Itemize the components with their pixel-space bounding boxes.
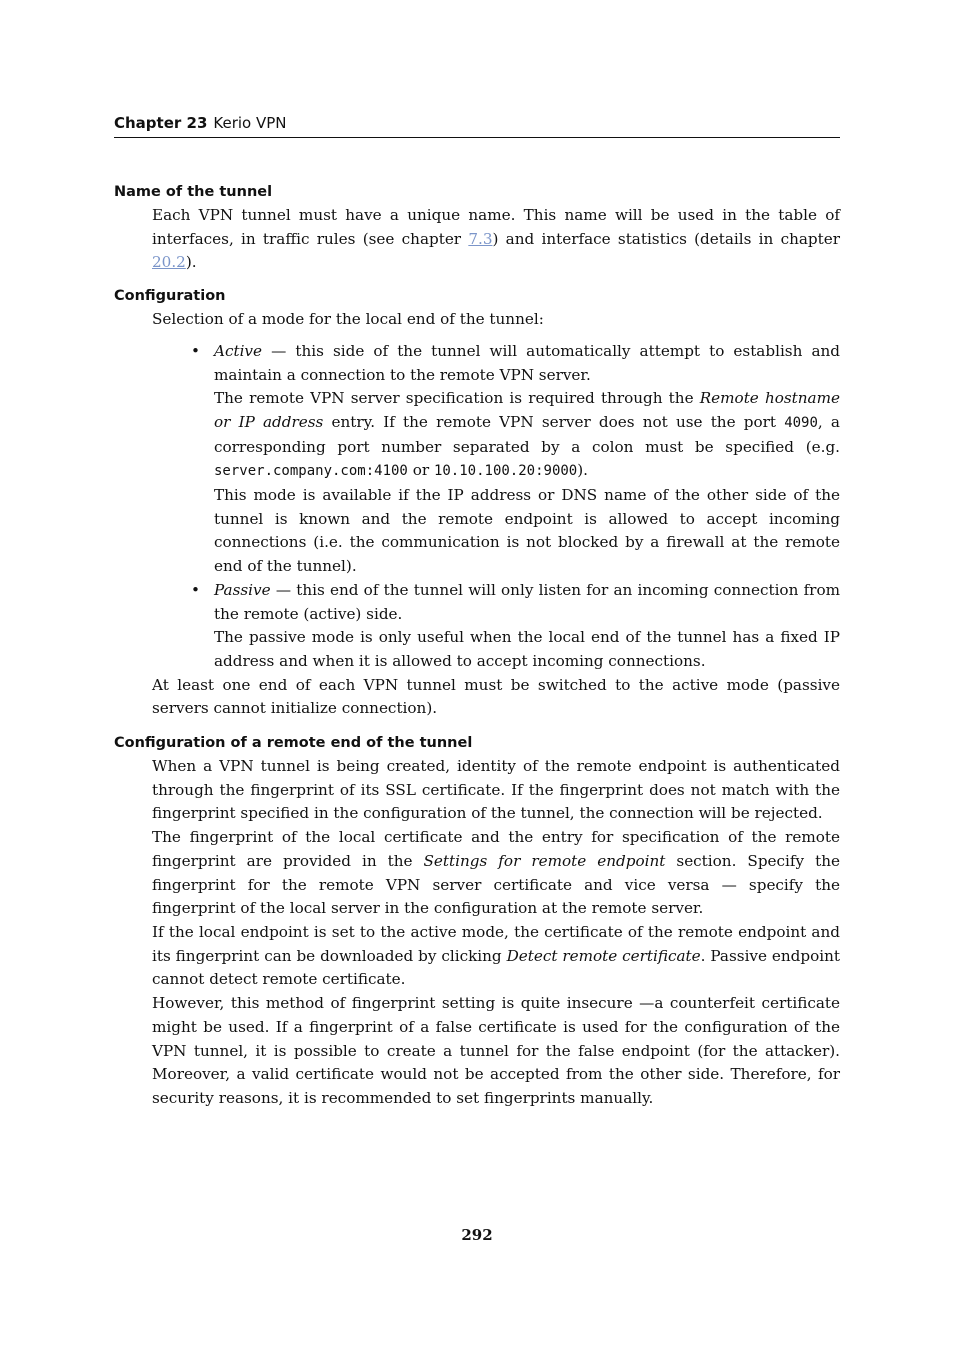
paragraph: However, this method of fingerprint setting is quite insecure —a counterfeit certificate might be used. If a fingerprint of a false certificate is used for the configuration of the VPN tunnel, it is possible to create a tunnel for the false endpoint (for the attacker). Moreover, a valid certificate would not be accepted from the other side. Therefore, for security reasons, it is recommended to set fingerprints manually. bbox=[152, 994, 840, 1107]
text-span: ). bbox=[185, 253, 197, 272]
text-span: ). bbox=[577, 461, 588, 480]
paragraph bbox=[152, 826, 840, 921]
chapter-link-7-3[interactable]: 7.3 bbox=[468, 229, 493, 248]
code-example-hostname: server.company.com:4100 bbox=[214, 463, 408, 480]
chapter-number: Chapter 23 bbox=[114, 114, 208, 132]
page-header bbox=[114, 114, 840, 138]
paragraph: When a VPN tunnel is being created, identity of the remote endpoint is authenticated through the fingerprint of its SSL certificate. If the fingerprint does not match with the fingerprint specified in the configuration of the tunnel, the connection will be rejected. bbox=[152, 757, 840, 823]
paragraph bbox=[214, 340, 840, 387]
text-span: — this end of the tunnel will only listen for an incoming connection from the remote (active) side. bbox=[214, 580, 840, 623]
text-span: . Passive endpoint cannot detect remote certificate. bbox=[152, 946, 841, 989]
code-example-ip: 10.10.100.20:9000 bbox=[433, 463, 578, 480]
mode-list bbox=[152, 340, 840, 674]
section-body-remote-end bbox=[152, 755, 840, 1111]
list-item-passive bbox=[191, 579, 840, 674]
text-span: or bbox=[407, 461, 434, 480]
text-span: section. Specify the fingerprint for the remote VPN server certificate and vice versa — specify the fingerprint of the local server in the configuration at the remote server. bbox=[152, 851, 840, 918]
text-span: , a corresponding port number separated by a colon must be specified (e.g. bbox=[214, 412, 840, 456]
page-content bbox=[114, 180, 840, 1111]
section-title-configuration: Configuration bbox=[114, 288, 226, 305]
page-number: 292 bbox=[461, 1226, 493, 1244]
paragraph bbox=[152, 204, 840, 275]
term-active: Active bbox=[214, 341, 263, 360]
section-body-configuration bbox=[152, 308, 840, 721]
paragraph bbox=[152, 921, 840, 992]
paragraph: The passive mode is only useful when the local end of the tunnel has a fixed IP address and when it is allowed to accept incoming connections. bbox=[214, 628, 840, 670]
paragraph: This mode is available if the IP address or DNS name of the other side of the tunnel is known and the remote endpoint is allowed to accept incoming connections (i.e. the communication is not blocked by a firewall at the remote end of the tunnel). bbox=[214, 486, 840, 576]
chapter-link-20-2[interactable]: 20.2 bbox=[152, 253, 186, 272]
text-span: The fingerprint of the local certificate and the entry for specification of the remote fingerprint are provided in the bbox=[152, 828, 840, 870]
term-passive: Passive bbox=[214, 580, 271, 599]
paragraph: At least one end of each VPN tunnel must be switched to the active mode (passive servers cannot initialize connection). bbox=[152, 675, 840, 718]
emphasis: Detect remote certificate bbox=[506, 946, 701, 965]
section-title-name: Name of the tunnel bbox=[114, 184, 273, 200]
text-span: entry. If the remote VPN server does not use the port bbox=[323, 412, 785, 431]
section-body-name bbox=[152, 204, 840, 275]
text-span: The remote VPN server specification is required through the bbox=[214, 389, 700, 408]
code-port: 4090 bbox=[784, 414, 818, 431]
list-item-active bbox=[191, 340, 841, 579]
text-span: If the local endpoint is set to the active mode, the certificate of the remote endpoint and its fingerprint can be downloaded by clicking bbox=[152, 922, 840, 965]
chapter-title: Kerio VPN bbox=[213, 114, 287, 132]
emphasis: Remote hostname or IP address bbox=[214, 389, 841, 431]
bullet: • bbox=[191, 580, 200, 599]
emphasis: Settings for remote endpoint bbox=[423, 851, 666, 870]
bullet: • bbox=[191, 341, 200, 360]
text-span: ) and interface statistics (details in chapter bbox=[492, 229, 840, 248]
text-span: — this side of the tunnel will automatically attempt to establish and maintain a connection to the remote VPN server. bbox=[214, 341, 840, 384]
paragraph bbox=[214, 579, 840, 626]
paragraph: Selection of a mode for the local end of the tunnel: bbox=[152, 310, 544, 329]
paragraph bbox=[214, 387, 840, 484]
text-span: Each VPN tunnel must have a unique name. This name will be used in the table of interfaces, in traffic rules (see chapter bbox=[152, 206, 840, 248]
section-title-remote-end: Configuration of a remote end of the tunnel bbox=[114, 735, 473, 752]
